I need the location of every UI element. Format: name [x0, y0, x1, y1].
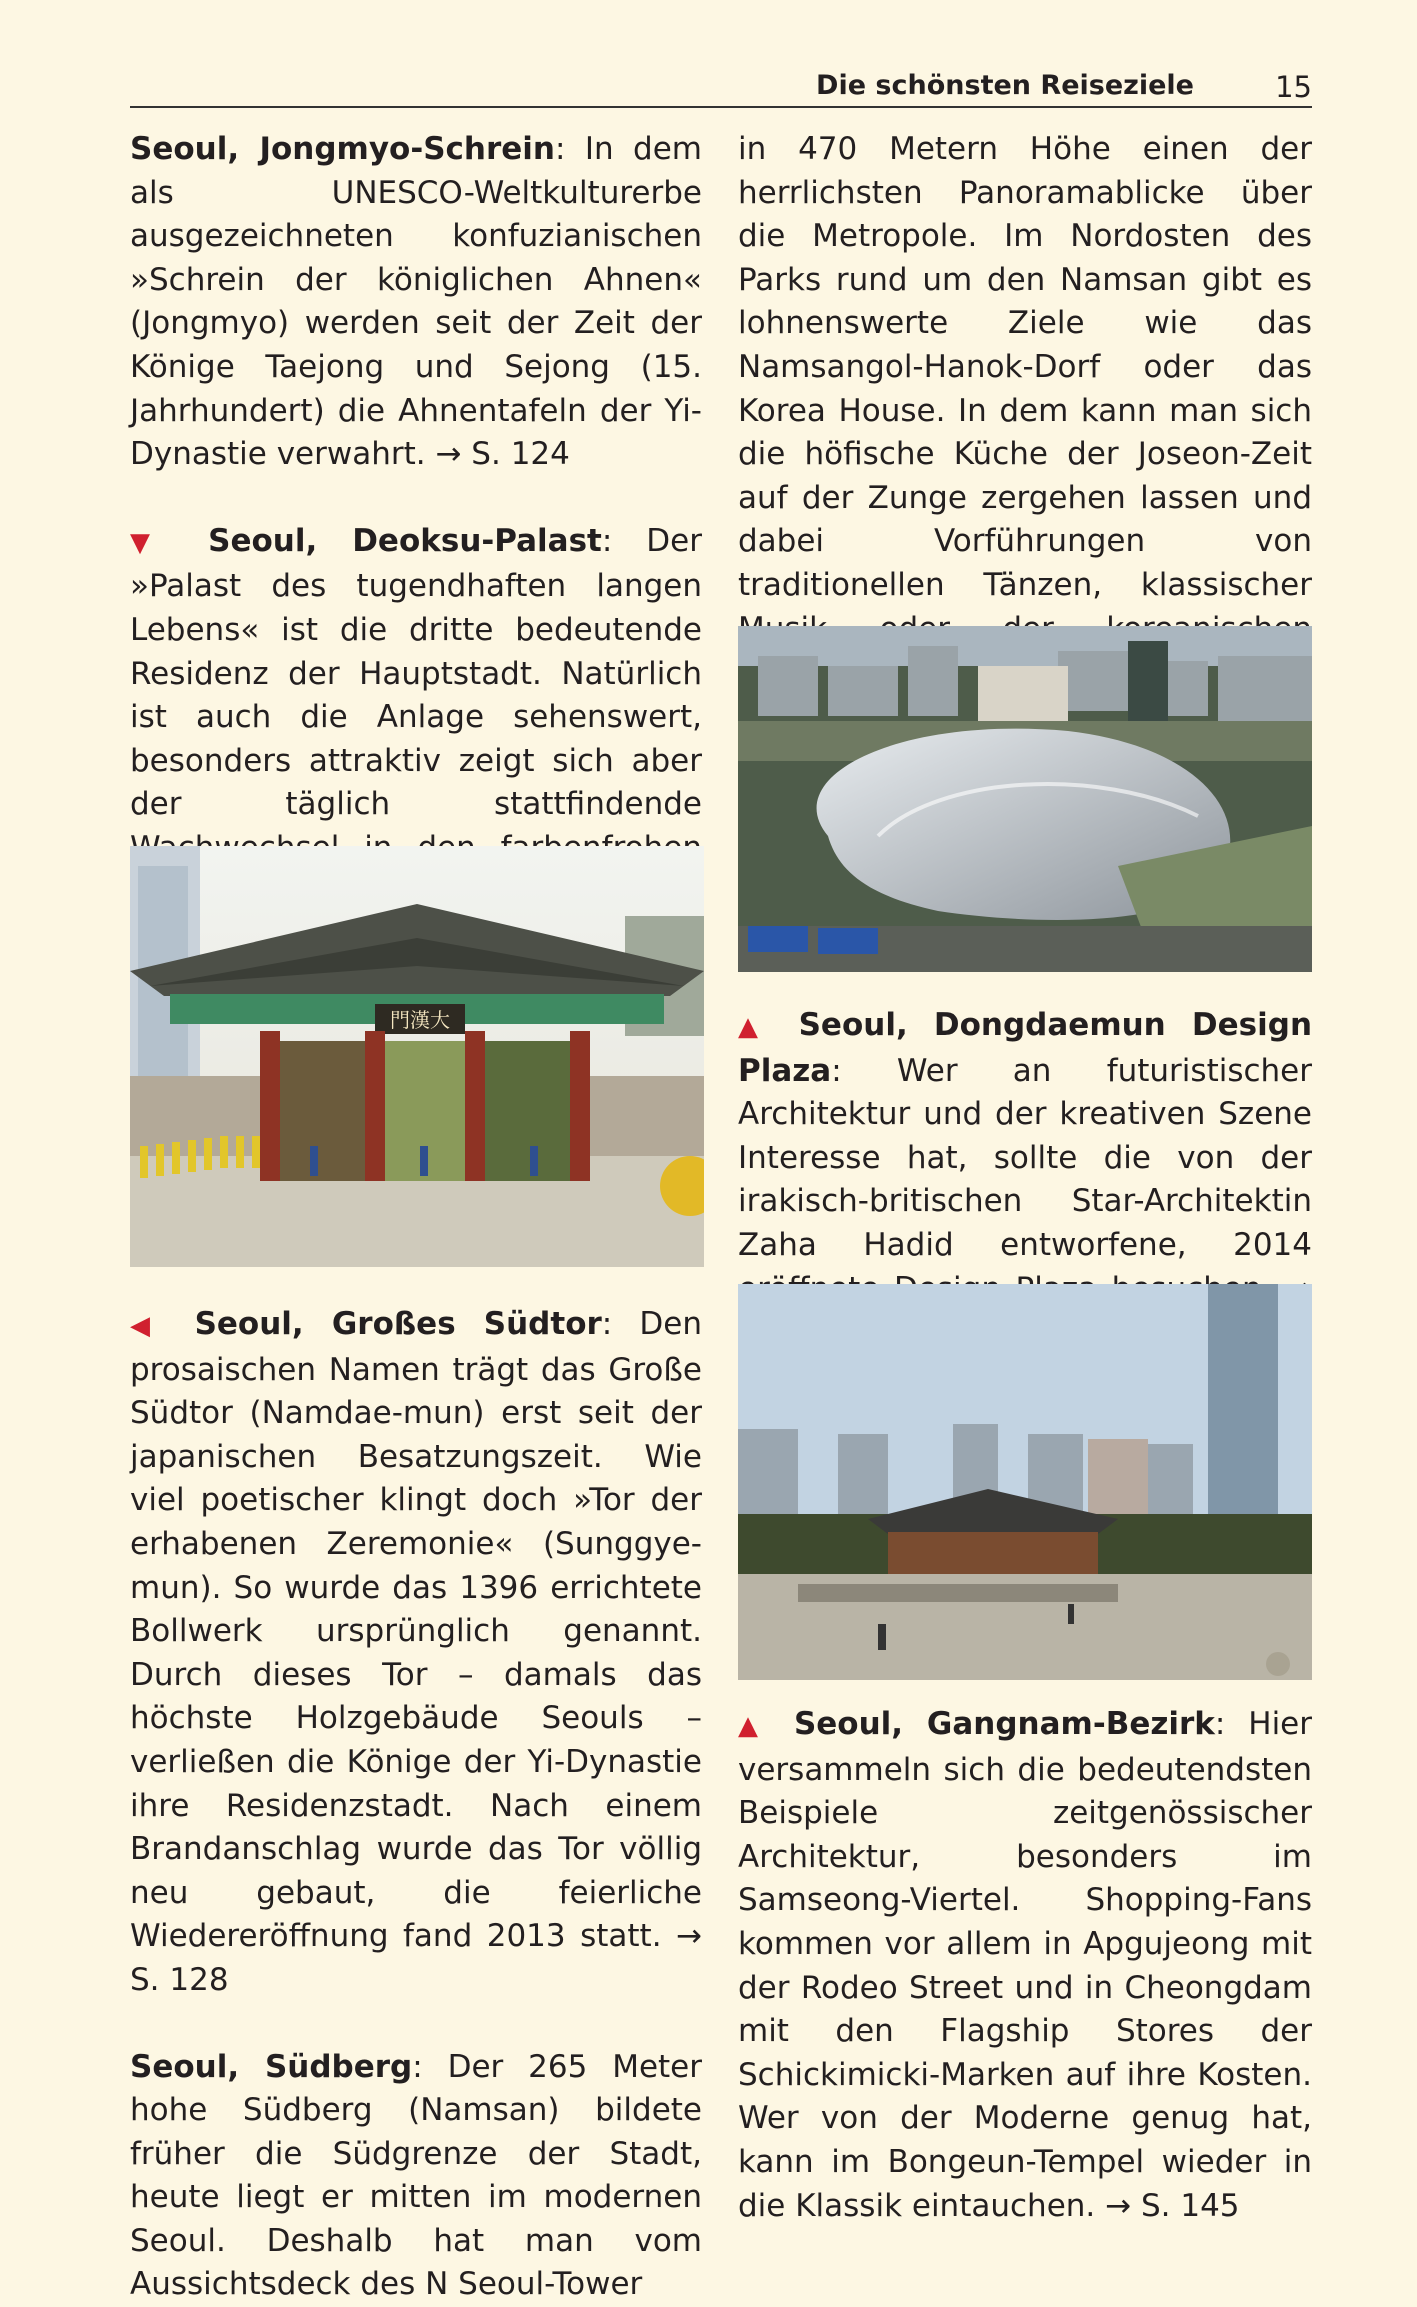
entry-text: : Wer an futuristischer Architektur und der kreativen Szene Interesse hat, sollte die von der irakisch-britischen Star-Architektin Zaha Hadid entworfene, 2014	[738, 1053, 1312, 1351]
entry-heading: Seoul, Dongdaemun Design Plaza	[738, 1007, 1312, 1089]
photo-gangnam-district	[738, 1284, 1312, 1680]
entry-gangnam	[738, 1703, 1312, 2228]
page-number: 15	[1275, 70, 1312, 104]
entry-jongmyo	[130, 128, 702, 477]
entry-suedberg	[130, 2046, 702, 2307]
arrow-left-icon: ◀	[130, 1311, 167, 1341]
left-column-top	[130, 128, 702, 914]
entry-text: : In dem als UNESCO-Weltkulturerbe ausgezeichneten konfuzianischen »Schrein der königlichen Ahnen« (Jongmyo) werden seit der Zeit der Könige Taejong und Sejong (15. Jahrhundert) die Ahnentafeln der Yi-Dynastie verwahrt. → S. 124	[130, 131, 702, 472]
left-column-bottom	[130, 1303, 702, 2307]
running-header	[130, 68, 1312, 108]
entry-heading: Seoul, Gangnam-Bezirk	[794, 1706, 1215, 1742]
entry-suedtor	[130, 1303, 702, 2003]
entry-heading: Seoul, Großes Südtor	[195, 1306, 602, 1342]
photo-dongdaemun-design-plaza	[738, 626, 1312, 972]
right-column-top	[738, 128, 1312, 695]
photo-deoksu-palace	[130, 846, 704, 1267]
arrow-down-icon: ▼	[130, 528, 174, 558]
entry-heading: Seoul, Südberg	[130, 2049, 412, 2085]
arrow-up-icon: ▲	[738, 1711, 771, 1741]
section-title: Die schönsten Reiseziele	[816, 70, 1194, 101]
arrow-up-icon: ▲	[738, 1012, 773, 1042]
entry-text: : Den prosaischen Namen trägt das Große Südtor (Namdae-mun) erst seit der japanischen Besatzungszeit. Wie viel poetischer klingt doch »Tor der erhabenen Zeremonie« (Sunggye-mun). So wurde das 1396 errichtete Bollwerk ursprünglich genannt. Durch dieses Tor – damals das höchste Holzgebäude Seouls – verließen die Könige der Yi-Dynastie ihre Residenzstadt. Nach einem Brandanschlag wurde das Tor völlig neu gebaut, die feierliche Wiedereröffnung fand 2013 statt. → S. 128	[130, 1306, 702, 1998]
entry-heading: Seoul, Jongmyo-Schrein	[130, 131, 555, 167]
gate-sign: 門漢大	[390, 1008, 450, 1032]
right-column-gangnam	[738, 1703, 1312, 2228]
entry-text: : Hier versammeln sich die bedeutendsten Beispiele zeitgenössischer Architektur, besonders im Samseong-Viertel. Shopping-Fans kommen vor allem in Apgujeong mit der Rodeo Street und in Cheongdam mit den Flagship Stores der Schickimicki-Marken auf ihre Kosten. Wer von der Moderne genug hat, kann im Bongeun-Tempel wieder in die Klassik eintauchen. → S. 145	[738, 1706, 1312, 2224]
entry-text: : Der »Palast des tugendhaften langen Lebens« ist die dritte bedeutende Residenz der Hauptstadt. Natürlich ist auch die Anlage sehenswert, besonders attraktiv zeigt sich aber der täglich stattfindende	[130, 523, 702, 910]
entry-heading: Seoul, Deoksu-Palast	[208, 523, 602, 559]
entry-text: : Der 265 Meter hohe Südberg (Namsan) bildete früher die Südgrenze der Stadt, heute liegt er mitten im modernen Seoul. Deshalb hat man vom Aussichtsdeck des N Seoul-Tower	[130, 2049, 702, 2303]
entry-suedberg-continued: in 470 Metern Höhe einen der herrlichsten Panoramablicke über die Metropole. Im Nordosten des Parks rund um den Namsan gibt es lohnenswerte Ziele wie das Namsangol-Hanok-Dorf oder das Korea House. In dem kann man sich die höfische Küche der Joseon-Zeit auf der Zunge zergehen lassen und dabei Vorführungen von traditionellen Tänzen, klassischer	[738, 128, 1312, 695]
